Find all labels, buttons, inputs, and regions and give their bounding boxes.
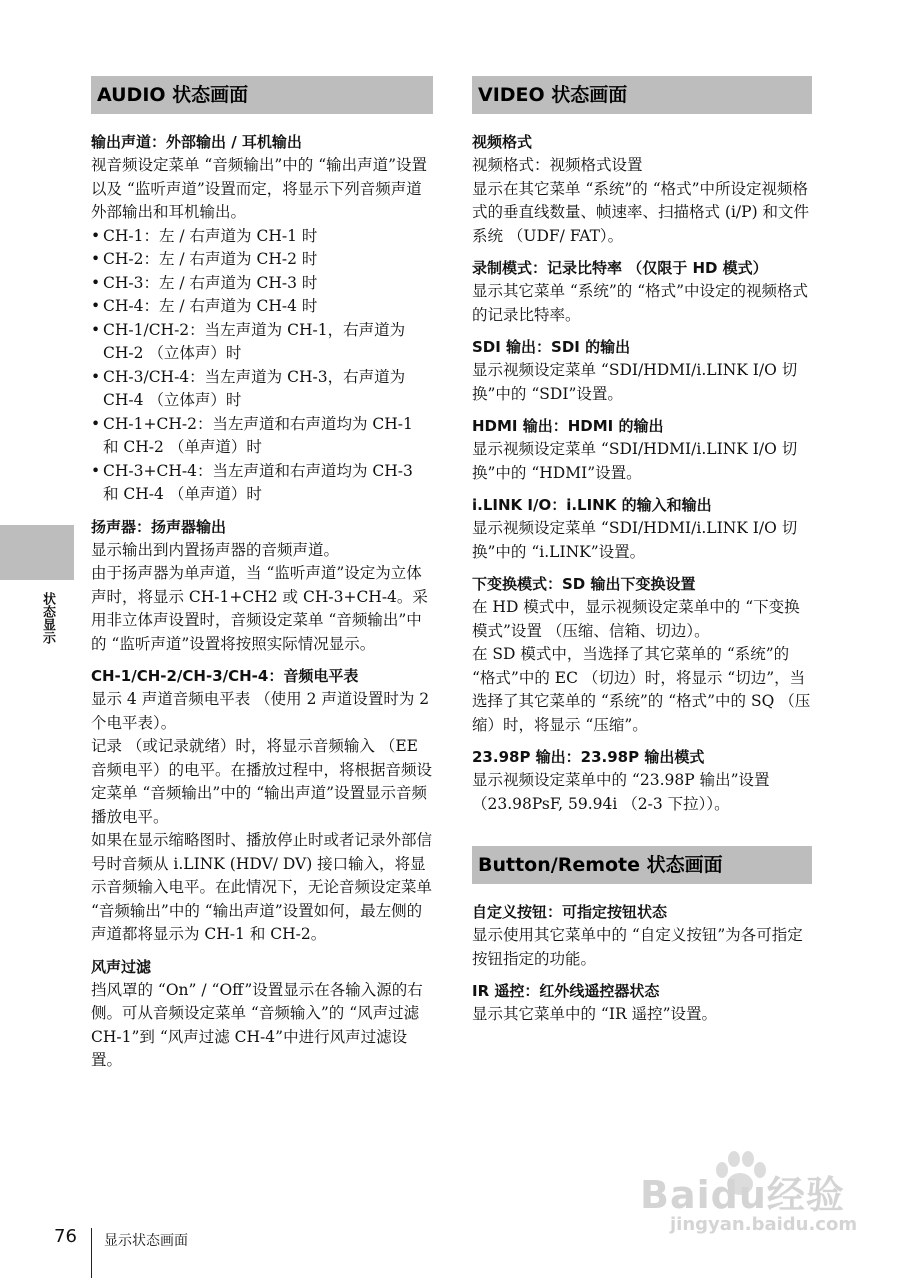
entry-paragraph: 挡风罩的 “On” / “Off”设置显示在各输入源的右侧。可从音频设定菜单 “音频输入”的 “风声过滤 CH-1”到 “风声过滤 CH-4”中进行风声过滤设置。 xyxy=(91,980,423,1069)
entry-paragraph: 记录 （或记录就绪）时，将显示音频输入 （EE 音频电平）的电平。在播放过程中，将根据音频设定菜单 “音频输出”中的 “输出声道”设置显示音频播放电平。 xyxy=(91,737,433,826)
entry-paragraph: 在 SD 模式中，当选择了其它菜单的 “系统”的 “格式”中的 EC （切边）时，将显示 “切边”，当选择了其它菜单的 “系统”的 “格式”中的 SQ （压缩）时，将显示 “压缩”。 xyxy=(472,645,811,734)
entry-block xyxy=(472,256,812,327)
entry-block xyxy=(472,335,812,406)
entry-paragraph: 显示 4 声道音频电平表 （使用 2 声道设置时为 2 个电平表）。 xyxy=(91,690,430,732)
entry-title: 下变换模式：SD 输出下变换设置 xyxy=(472,575,696,593)
watermark-brand: Baidu经验 xyxy=(640,1173,845,1217)
bullet-item: • CH-1+CH-2：当左声道和右声道均为 CH-1 和 CH-2 （单声道）时 xyxy=(91,413,433,460)
entry-title: 风声过滤 xyxy=(91,957,152,976)
audio-items xyxy=(91,130,433,1073)
entry-paragraph: 由于扬声器为单声道，当 “监听声道”设定为立体声时，将显示 CH-1+CH2 或 CH-3+CH-4。采用非立体声设置时，音频设定菜单 “音频输出”中的 “监听声道”设置将按照实际情况显示。 xyxy=(91,564,428,653)
entry-block xyxy=(91,515,433,657)
entry-title: 视频格式 xyxy=(472,133,533,151)
video-items xyxy=(472,130,812,816)
entry-title: 输出声道：外部输出 / 耳机输出 xyxy=(91,133,302,151)
entry-title: i.LINK I/O：i.LINK 的输入和输出 xyxy=(472,496,712,514)
side-tab-label: 状态显示 xyxy=(40,592,55,644)
entry-paragraph: 显示视频设定菜单 “SDI/HDMI/i.LINK I/O 切换”中的 “i.LINK”设置。 xyxy=(472,519,798,561)
entry-block xyxy=(472,493,812,564)
entry-title: 23.98P 输出：23.98P 输出模式 xyxy=(472,748,705,766)
side-tab xyxy=(0,525,74,580)
bullet-item: • CH-3：左 / 右声道为 CH-3 时 xyxy=(91,272,433,296)
bullet-item: • CH-1：左 / 右声道为 CH-1 时 xyxy=(91,225,433,249)
right-column xyxy=(472,76,812,1035)
bullet-list xyxy=(91,225,433,507)
entry-paragraph: 如果在显示缩略图时、播放停止时或者记录外部信号时音频从 i.LINK (HDV/ DV) 接口输入，将显示音频输入电平。在此情况下，无论音频设定菜单 “音频输出”中的 “输出声道”设置如何，最左侧的声道都将显示为 CH-1 和 CH-2。 xyxy=(91,831,433,943)
entry-block xyxy=(91,664,433,947)
button-remote-items xyxy=(472,900,812,1027)
entry-paragraph: 视音频设定菜单 “音频输出”中的 “输出声道”设置以及 “监听声道”设置而定，将显示下列音频声道外部输出和耳机输出。 xyxy=(91,156,428,221)
page-number: 76 xyxy=(54,1226,77,1247)
footer-divider xyxy=(91,1228,92,1278)
entry-title: 录制模式：记录比特率 （仅限于 HD 模式） xyxy=(472,259,768,277)
entry-paragraph: 显示在其它菜单 “系统”的 “格式”中所设定视频格式的垂直线数量、帧速率、扫描格式 (i/P) 和文件系统 （UDF/ FAT）。 xyxy=(472,179,810,245)
entry-block xyxy=(472,979,812,1027)
entry-title: HDMI 输出：HDMI 的输出 xyxy=(472,417,664,435)
entry-block xyxy=(472,414,812,485)
entry-block xyxy=(91,130,433,507)
entry-paragraph: 显示使用其它菜单中的 “自定义按钮”为各可指定按钮指定的功能。 xyxy=(472,926,803,968)
entry-paragraph: 显示视频设定菜单 “SDI/HDMI/i.LINK I/O 切换”中的 “SDI”设置。 xyxy=(472,361,798,403)
entry-title: IR 遥控：红外线遥控器状态 xyxy=(472,982,660,1000)
button-remote-section-header: Button/Remote 状态画面 xyxy=(472,846,812,884)
entry-block xyxy=(91,955,433,1073)
entry-paragraph: 显示其它菜单 “系统”的 “格式”中设定的视频格式的记录比特率。 xyxy=(472,282,809,324)
entry-block xyxy=(472,572,812,737)
bullet-item: • CH-1/CH-2：当左声道为 CH-1，右声道为 CH-2 （立体声）时 xyxy=(91,319,433,366)
footer-label: 显示状态画面 xyxy=(104,1233,188,1249)
entry-paragraph: 显示输出到内置扬声器的音频声道。 xyxy=(91,540,340,559)
entry-paragraph: 显示视频设定菜单中的 “23.98P 输出”设置 （23.98PsF, 59.94i （2-3 下拉））。 xyxy=(472,771,770,813)
entry-paragraph: 显示其它菜单中的 “IR 遥控”设置。 xyxy=(472,1005,717,1023)
entry-paragraph: 显示视频设定菜单 “SDI/HDMI/i.LINK I/O 切换”中的 “HDMI”设置。 xyxy=(472,440,798,482)
entry-title: CH-1/CH-2/CH-3/CH-4：音频电平表 xyxy=(91,667,359,685)
entry-paragraph: 在 HD 模式中，显示视频设定菜单中的 “下变换模式”设置 （压缩、信箱、切边）。 xyxy=(472,598,800,640)
bullet-item: • CH-3/CH-4：当左声道为 CH-3，右声道为 CH-4 （立体声）时 xyxy=(91,366,433,413)
entry-block xyxy=(472,130,812,248)
entry-title: SDI 输出：SDI 的输出 xyxy=(472,338,631,356)
entry-block xyxy=(472,900,812,971)
bullet-item: • CH-3+CH-4：当左声道和右声道均为 CH-3 和 CH-4 （单声道）时 xyxy=(91,460,433,507)
entry-title: 扬声器：扬声器输出 xyxy=(91,517,227,536)
audio-section-header: AUDIO 状态画面 xyxy=(91,76,433,114)
entry-paragraph: 视频格式：视频格式设置 xyxy=(472,156,643,174)
watermark-url: jingyan.baidu.com xyxy=(670,1214,858,1235)
entry-block xyxy=(472,745,812,816)
bullet-item: • CH-2：左 / 右声道为 CH-2 时 xyxy=(91,248,433,272)
bullet-item: • CH-4：左 / 右声道为 CH-4 时 xyxy=(91,295,433,319)
video-section-header: VIDEO 状态画面 xyxy=(472,76,812,114)
left-column xyxy=(91,76,433,1081)
watermark xyxy=(640,1150,860,1250)
entry-title: 自定义按钮：可指定按钮状态 xyxy=(472,903,668,921)
